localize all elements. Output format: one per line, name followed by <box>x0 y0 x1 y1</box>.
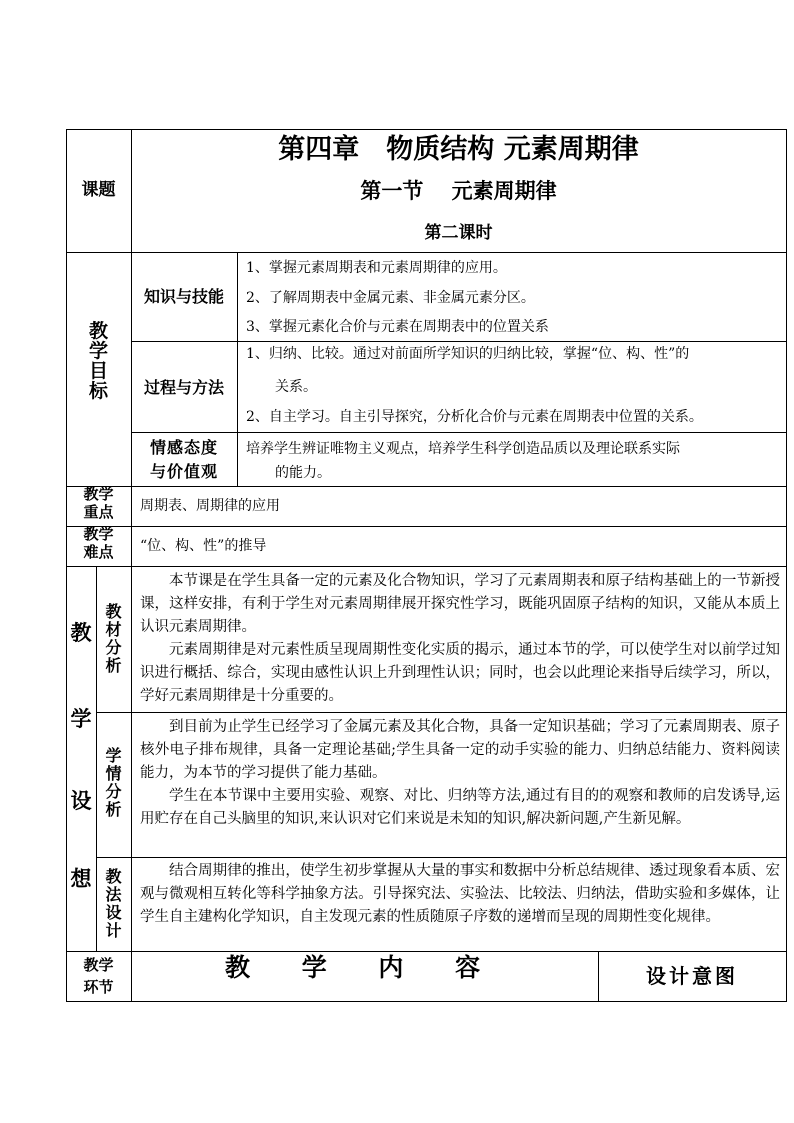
difficulty-content: “位、构、性”的推导 <box>140 538 267 554</box>
difficulty-label: 难点 <box>83 543 114 561</box>
students-label-char: 学 <box>105 746 122 765</box>
objectives-label-char: 目 <box>88 359 108 382</box>
paragraph: 学生在本节课中主要用实验、观察、对比、归纳等方法,通过有目的的观察和教师的启发诱导,运用贮存在自己头脑里的知识,来认识对它们来说是未知的知识,解决新问题,产生新见解。 <box>140 788 780 827</box>
students-label-char: 析 <box>105 800 122 819</box>
knowledge-item: 1、掌握元素周期表和元素周期律的应用。 <box>246 260 507 276</box>
process-label: 过程与方法 <box>143 378 224 397</box>
students-label-char: 情 <box>105 764 122 783</box>
method-label-char: 计 <box>105 921 122 940</box>
design-label-char: 设 <box>70 788 92 813</box>
method-design-label <box>96 868 131 940</box>
key-point-label: 教学 <box>83 485 114 503</box>
teaching-step-label: 环节 <box>83 978 114 996</box>
key-point-content: 周期表、周期律的应用 <box>140 498 280 514</box>
design-label-char: 教 <box>70 620 92 645</box>
design-label-char: 学 <box>70 706 92 731</box>
knowledge-label: 知识与技能 <box>143 287 224 306</box>
emotion-label: 情感态度 <box>149 438 218 457</box>
material-label-char: 教 <box>105 602 122 621</box>
design-intent-header: 设计意图 <box>646 964 738 988</box>
objectives-label-char: 标 <box>88 379 108 402</box>
paragraph: 元素周期律是对元素性质呈现周期性变化实质的揭示，通过本节的学，可以使学生对以前学过知识进行概括、综合，实现由感性认识上升到理性认识；同时，也会以此理论来指导后续学习，所以，学好元素周期律是十分重要的。 <box>140 642 780 704</box>
topic-label: 课题 <box>81 180 116 200</box>
emotion-item: 的能力。 <box>275 465 331 481</box>
design-label-char: 想 <box>70 866 92 891</box>
objectives-label-char: 教 <box>88 320 108 342</box>
process-item: 2、自主学习。自主引导探究，分析化合价与元素在周期表中位置的关系。 <box>246 409 703 425</box>
knowledge-item: 3、掌握元素化合价与元素在周期表中的位置关系 <box>246 319 549 335</box>
lesson-label: 第二课时 <box>424 223 493 243</box>
method-design-text <box>140 860 780 929</box>
process-item: 1、归纳、比较。通过对前面所学知识的归纳比较，掌握“位、构、性”的 <box>246 346 690 362</box>
material-label-char: 析 <box>105 656 122 675</box>
paragraph: 本节课是在学生具备一定的元素及化合物知识，学习了元素周期表和原子结构基础上的一节新授课，这样安排，有利于学生对元素周期律展开探究性学习，既能巩固原子结构的知识，又能从本质上认识元素周期律。 <box>140 573 780 635</box>
student-analysis-text <box>140 716 780 831</box>
objectives-label-char: 学 <box>88 339 108 362</box>
method-label-char: 法 <box>105 885 122 904</box>
emotion-label: 与价值观 <box>149 462 218 481</box>
objectives-label <box>66 322 131 402</box>
process-item: 关系。 <box>275 379 317 395</box>
material-analysis-text <box>140 570 780 708</box>
section-title: 第一节 元素周期律 <box>360 178 557 203</box>
chapter-title: 第四章 物质结构 元素周期律 <box>278 134 639 165</box>
teaching-content-header: 教 学 内 容 <box>225 953 487 982</box>
knowledge-item: 2、了解周期表中金属元素、非金属元素分区。 <box>246 290 535 306</box>
student-analysis-label <box>96 747 131 819</box>
material-label-char: 分 <box>105 638 122 657</box>
method-label-char: 教 <box>105 867 122 886</box>
emotion-item: 培养学生辨证唯物主义观点，培养学生科学创造品质以及理论联系实际 <box>246 441 680 457</box>
method-label-char: 设 <box>105 903 122 922</box>
students-label-char: 分 <box>105 782 122 801</box>
material-analysis-label <box>96 603 131 675</box>
difficulty-label: 教学 <box>83 525 114 543</box>
paragraph: 到目前为止学生已经学习了金属元素及其化合物，具备一定知识基础；学习了元素周期表、原子核外电子排布规律，具备一定理论基础;学生具备一定的动手实验的能力、归纳总结能力、资料阅读能力，为本节的学习提供了能力基础。 <box>140 719 780 781</box>
material-label-char: 材 <box>105 620 122 639</box>
key-point-label: 重点 <box>83 503 114 521</box>
teaching-step-label: 教学 <box>83 956 114 974</box>
paragraph: 结合周期律的推出，使学生初步掌握从大量的事实和数据中分析总结规律、透过现象看本质、宏观与微观相互转化等科学抽象方法。引导探究法、实验法、比较法、归纳法，借助实验和多媒体，让学生自主建构化学知识，自主发现元素的性质随原子序数的递增而呈现的周期性变化规律。 <box>140 863 780 925</box>
